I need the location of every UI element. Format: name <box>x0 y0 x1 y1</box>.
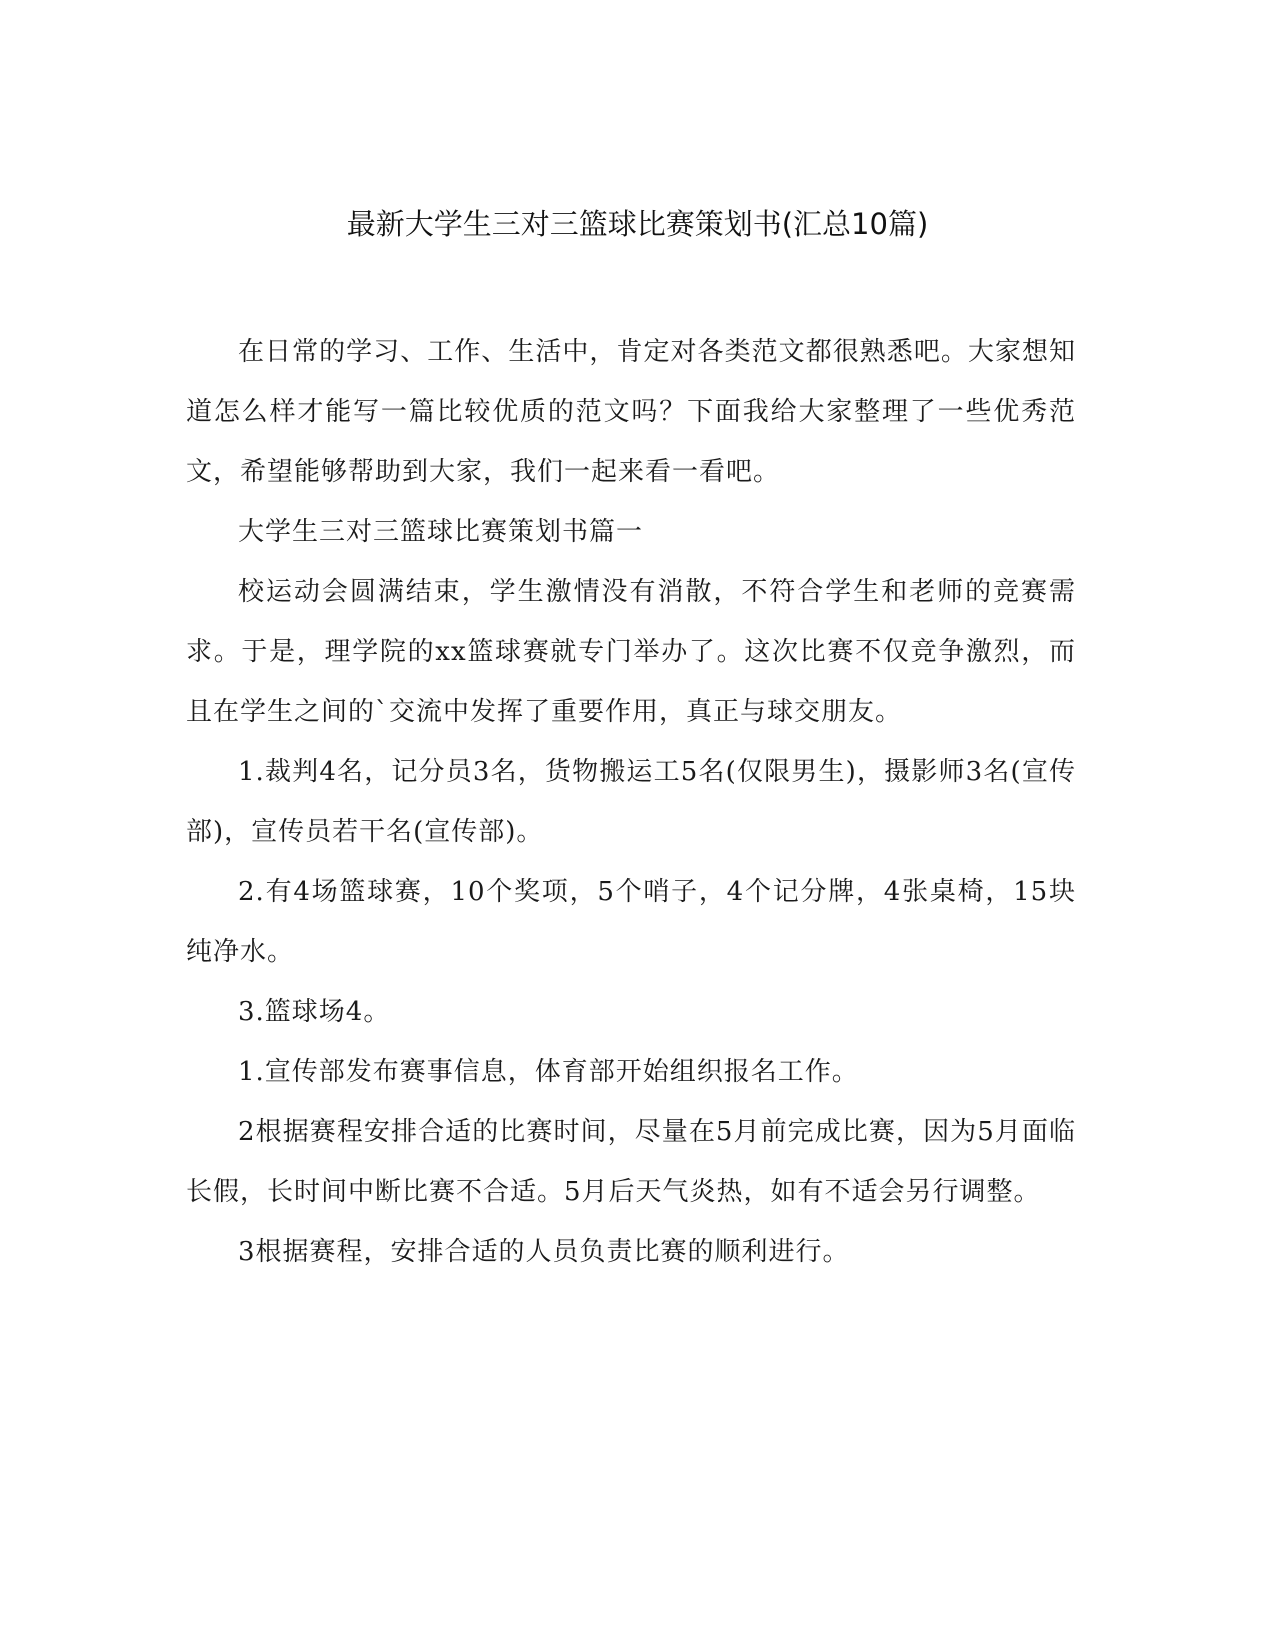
venue-list-item: 3.篮球场4。 <box>238 997 391 1027</box>
background-paragraph: 校运动会圆满结束，学生激情没有消散，不符合学生和老师的竞赛需求。于是，理学院的xx篮球赛就专门举办了。这次比赛不仅竞争激烈，而且在学生之间的`交流中发挥了重要作用，真正与球交朋友。 <box>186 577 1076 727</box>
document-body <box>186 322 1076 1282</box>
step-publicity-item: 1.宣传部发布赛事信息，体育部开始组织报名工作。 <box>238 1057 859 1087</box>
section-heading: 大学生三对三篮球比赛策划书篇一 <box>238 517 644 547</box>
step-schedule-item: 2根据赛程安排合适的比赛时间，尽量在5月前完成比赛，因为5月面临长假，长时间中断比赛不合适。5月后天气炎热，如有不适会另行调整。 <box>186 1117 1076 1207</box>
step-personnel-item: 3根据赛程，安排合适的人员负责比赛的顺利进行。 <box>238 1237 850 1267</box>
staff-list-item: 1.裁判4名，记分员3名，货物搬运工5名(仅限男生)，摄影师3名(宣传部)，宣传员若干名(宣传部)。 <box>186 757 1076 847</box>
document-title: 最新大学生三对三篮球比赛策划书(汇总10篇) <box>346 207 929 241</box>
equipment-list-item: 2.有4场篮球赛，10个奖项，5个哨子，4个记分牌，4张桌椅，15块纯净水。 <box>186 877 1076 967</box>
intro-paragraph: 在日常的学习、工作、生活中，肯定对各类范文都很熟悉吧。大家想知道怎么样才能写一篇比较优质的范文吗？下面我给大家整理了一些优秀范文，希望能够帮助到大家，我们一起来看一看吧。 <box>186 337 1076 487</box>
